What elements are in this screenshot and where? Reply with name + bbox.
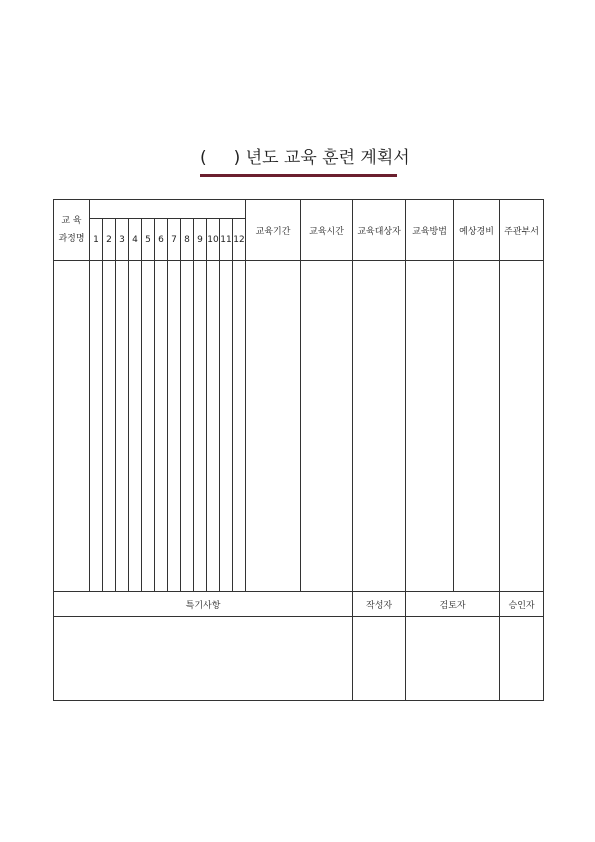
month-3: 3 (116, 219, 129, 261)
month-cell-3 (116, 261, 129, 592)
col-department: 주관부서 (500, 200, 544, 261)
month-2: 2 (103, 219, 116, 261)
col-method: 교육방법 (406, 200, 454, 261)
month-12: 12 (233, 219, 246, 261)
month-6: 6 (155, 219, 168, 261)
method-cell (406, 261, 454, 592)
month-cell-2 (103, 261, 116, 592)
month-cell-6 (155, 261, 168, 592)
approver-signature-cell (500, 617, 544, 701)
header-row-top (54, 200, 544, 219)
month-10: 10 (207, 219, 220, 261)
month-5: 5 (142, 219, 155, 261)
notes-header: 특기사항 (54, 592, 353, 617)
footer-header-row (54, 592, 544, 617)
month-7: 7 (168, 219, 181, 261)
month-cell-12 (233, 261, 246, 592)
month-cell-5 (142, 261, 155, 592)
training-plan-table (53, 199, 544, 701)
target-cell (353, 261, 406, 592)
col-cost: 예상경비 (454, 200, 500, 261)
course-name-header-bottom: 과정명 (58, 234, 85, 244)
month-1: 1 (90, 219, 103, 261)
month-cell-1 (90, 261, 103, 592)
month-group-header (90, 200, 246, 219)
title-underline (200, 174, 397, 177)
cost-cell (454, 261, 500, 592)
month-cell-7 (168, 261, 181, 592)
col-target: 교육대상자 (353, 200, 406, 261)
footer-body-row (54, 617, 544, 701)
period-cell (246, 261, 301, 592)
notes-cell (54, 617, 353, 701)
month-4: 4 (129, 219, 142, 261)
month-cell-4 (129, 261, 142, 592)
month-cell-10 (207, 261, 220, 592)
month-cell-8 (181, 261, 194, 592)
col-hours: 교육시간 (301, 200, 353, 261)
col-period: 교육기간 (246, 200, 301, 261)
department-cell (500, 261, 544, 592)
author-signature-cell (353, 617, 406, 701)
course-name-header-top: 교 육 (61, 216, 82, 226)
reviewer-signature-cell (406, 617, 500, 701)
body-row (54, 261, 544, 592)
month-8: 8 (181, 219, 194, 261)
month-cell-11 (220, 261, 233, 592)
reviewer-header: 검토자 (406, 592, 500, 617)
hours-cell (301, 261, 353, 592)
course-name-header (54, 200, 90, 261)
month-11: 11 (220, 219, 233, 261)
month-cell-9 (194, 261, 207, 592)
document-title: ( ) 년도 교육 훈련 계획서 (200, 148, 410, 168)
author-header: 작성자 (353, 592, 406, 617)
course-name-cell (54, 261, 90, 592)
month-9: 9 (194, 219, 207, 261)
approver-header: 승인자 (500, 592, 544, 617)
